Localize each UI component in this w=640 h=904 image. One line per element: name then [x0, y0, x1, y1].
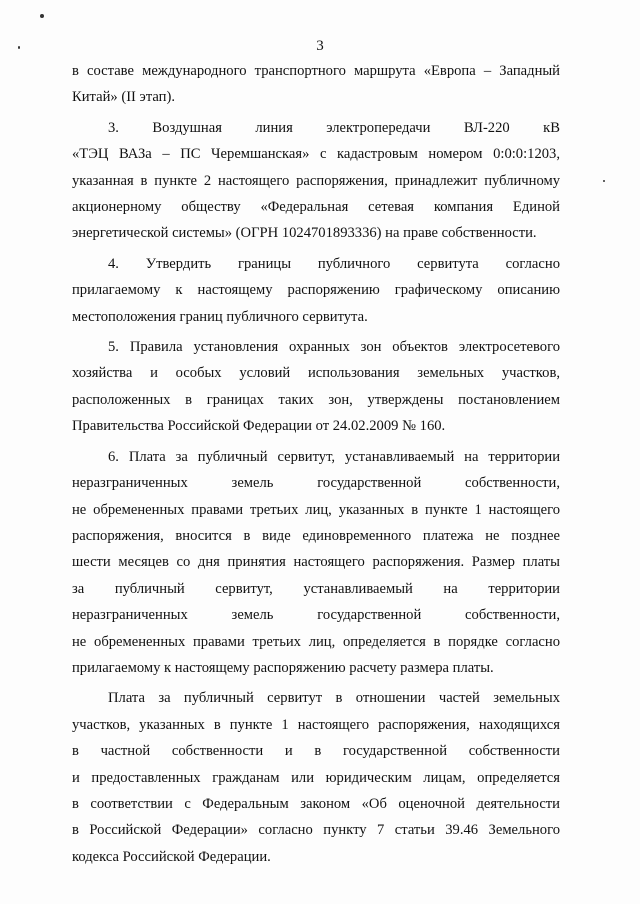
text-line: и предоставленных гражданам или юридическим лицам, определяется	[72, 769, 560, 786]
text-line: прилагаемому к настоящему распоряжению расчету размера платы.	[72, 659, 494, 676]
text-line: Китай» (II этап).	[72, 89, 175, 106]
text-line: энергетической системы» (ОГРН 1024701893336) на праве собственности.	[72, 225, 537, 242]
text-line: расположенных в границах таких зон, утверждены постановлением	[72, 391, 560, 408]
text-line: «ТЭЦ ВАЗа – ПС Черемшанская» с кадастровым номером 0:0:0:1203,	[72, 146, 560, 163]
text-line: не обремененных правами третьих лиц, определяется в порядке согласно	[72, 633, 560, 650]
text-line: 5. Правила установления охранных зон объектов электросетевого	[108, 339, 560, 356]
paragraph-fee-private	[72, 685, 560, 870]
text-line: в составе международного транспортного маршрута «Европа – Западный	[72, 63, 560, 79]
text-line: хозяйства и особых условий использования земельных участков,	[72, 365, 560, 382]
text-line: 6. Плата за публичный сервитут, устанавливаемый на территории	[108, 448, 560, 465]
text-line: Правительства Российской Федерации от 24.02.2009 № 160.	[72, 418, 446, 435]
paragraph-item-6	[72, 444, 560, 682]
text-line: указанная в пункте 2 настоящего распоряжения, принадлежит публичному	[72, 172, 560, 189]
paragraph-item-5	[72, 334, 560, 440]
text-line: 3. Воздушная линия электропередачи ВЛ-220 кВ	[108, 119, 560, 136]
text-line: акционерному обществу «Федеральная сетевая компания Единой	[72, 199, 560, 216]
document-body	[72, 58, 560, 870]
text-line: шести месяцев со дня принятия настоящего распоряжения. Размер платы	[72, 554, 560, 571]
text-line: участков, указанных в пункте 1 настоящего распоряжения, находящихся	[72, 716, 560, 733]
text-line: в Российской Федерации» согласно пункту 7 статьи 39.46 Земельного	[72, 822, 560, 839]
text-line: 4. Утвердить границы публичного сервитута согласно	[108, 255, 560, 272]
text-line: неразграниченных земель государственной собственности,	[72, 607, 560, 624]
text-line: распоряжения, вносится в виде единовременного платежа не позднее	[72, 527, 560, 544]
scan-speck	[603, 180, 605, 182]
scan-speck	[40, 14, 44, 18]
text-line: прилагаемому к настоящему распоряжению графическому описанию	[72, 282, 560, 299]
text-line: в частной собственности и в государственной собственности	[72, 743, 560, 760]
text-line: Плата за публичный сервитут в отношении частей земельных	[108, 690, 560, 707]
text-line: в соответствии с Федеральным законом «Об оценочной деятельности	[72, 795, 560, 812]
paragraph-item-4	[72, 251, 560, 330]
page-number: 3	[316, 38, 324, 54]
text-line: неразграниченных земель государственной собственности,	[72, 475, 560, 492]
text-line: местоположения границ публичного сервитута.	[72, 308, 368, 325]
text-line: не обремененных правами третьих лиц, указанных в пункте 1 настоящего	[72, 501, 560, 518]
paragraph-item-3	[72, 115, 560, 247]
text-line: кодекса Российской Федерации.	[72, 848, 271, 865]
paragraph-continuation	[72, 58, 560, 111]
text-line: за публичный сервитут, устанавливаемый на территории	[72, 580, 560, 597]
